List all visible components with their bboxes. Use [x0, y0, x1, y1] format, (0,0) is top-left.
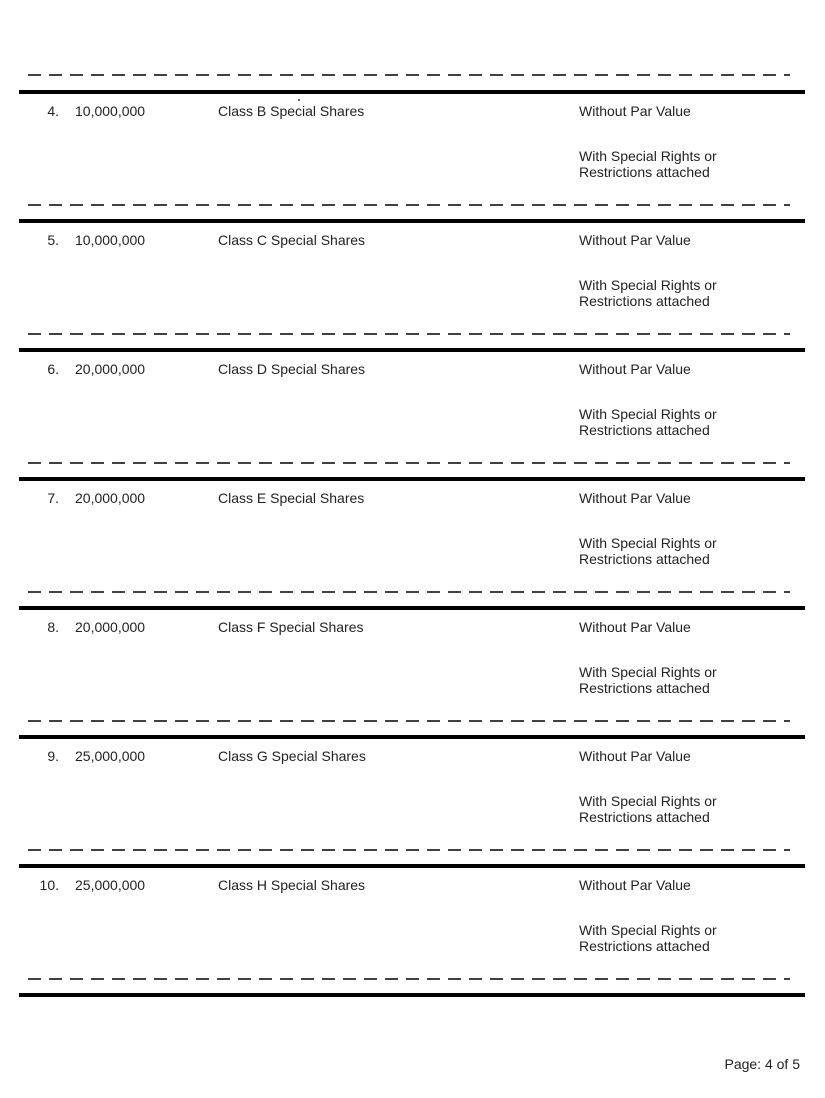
special-rights-line-1: With Special Rights or — [579, 148, 717, 164]
row-bottom-separator — [28, 720, 790, 722]
par-value-text: Without Par Value — [579, 877, 691, 893]
share-class-row — [0, 348, 825, 477]
special-rights-line-2: Restrictions attached — [579, 679, 710, 696]
special-rights-text — [579, 665, 717, 696]
par-value-text: Without Par Value — [579, 619, 691, 635]
special-rights-text — [579, 536, 717, 567]
special-rights-line-1: With Special Rights or — [579, 277, 717, 293]
special-rights-line-1: With Special Rights or — [579, 664, 717, 680]
row-bottom-separator — [28, 591, 790, 593]
page-number-label: Page: 4 of 5 — [724, 1056, 800, 1072]
share-class-name: Class B Special Shares — [218, 103, 365, 119]
row-top-border — [19, 348, 805, 352]
row-bottom-separator — [28, 978, 790, 980]
share-quantity: 25,000,000 — [75, 877, 146, 893]
row-number: 8. — [47, 619, 59, 635]
share-quantity: 20,000,000 — [75, 361, 146, 377]
table-closing-border — [19, 993, 805, 997]
share-quantity: 10,000,000 — [75, 103, 146, 119]
share-class-row — [0, 90, 825, 219]
row-top-border — [19, 606, 805, 610]
share-quantity: 20,000,000 — [75, 490, 146, 506]
row-top-border — [19, 864, 805, 868]
special-rights-line-2: Restrictions attached — [579, 808, 710, 825]
special-rights-line-2: Restrictions attached — [579, 421, 710, 438]
share-class-name: Class C Special Shares — [218, 232, 366, 248]
row-bottom-separator — [28, 333, 790, 335]
row-top-border — [19, 735, 805, 739]
row-number: 9. — [47, 748, 59, 764]
special-rights-line-2: Restrictions attached — [579, 163, 710, 180]
share-class-name: Class F Special Shares — [218, 619, 364, 635]
share-quantity: 25,000,000 — [75, 748, 146, 764]
row-bottom-separator — [28, 849, 790, 851]
share-class-row — [0, 477, 825, 606]
special-rights-text — [579, 923, 717, 954]
row-top-border — [19, 477, 805, 481]
special-rights-line-2: Restrictions attached — [579, 550, 710, 567]
special-rights-text — [579, 407, 717, 438]
row-number: 4. — [47, 103, 59, 119]
special-rights-line-1: With Special Rights or — [579, 535, 717, 551]
special-rights-line-2: Restrictions attached — [579, 937, 710, 954]
top-dashed-separator — [28, 74, 790, 76]
special-rights-line-1: With Special Rights or — [579, 406, 717, 422]
row-number: 7. — [47, 490, 59, 506]
share-class-name: Class H Special Shares — [218, 877, 366, 893]
special-rights-text — [579, 149, 717, 180]
row-top-border — [19, 219, 805, 223]
share-class-row — [0, 219, 825, 348]
share-quantity: 10,000,000 — [75, 232, 146, 248]
special-rights-line-1: With Special Rights or — [579, 793, 717, 809]
share-class-name: Class E Special Shares — [218, 490, 365, 506]
par-value-text: Without Par Value — [579, 103, 691, 119]
row-number: 10. — [39, 877, 59, 893]
row-number: 5. — [47, 232, 59, 248]
par-value-text: Without Par Value — [579, 748, 691, 764]
share-class-name: Class G Special Shares — [218, 748, 366, 764]
par-value-text: Without Par Value — [579, 361, 691, 377]
special-rights-text — [579, 794, 717, 825]
share-class-row — [0, 735, 825, 864]
special-rights-line-1: With Special Rights or — [579, 922, 717, 938]
special-rights-line-2: Restrictions attached — [579, 292, 710, 309]
share-class-name: Class D Special Shares — [218, 361, 366, 377]
row-top-border — [19, 90, 805, 94]
share-class-row — [0, 606, 825, 735]
row-bottom-separator — [28, 204, 790, 206]
par-value-text: Without Par Value — [579, 232, 691, 248]
row-number: 6. — [47, 361, 59, 377]
share-quantity: 20,000,000 — [75, 619, 146, 635]
row-bottom-separator — [28, 462, 790, 464]
share-class-row — [0, 864, 825, 993]
share-table — [0, 90, 825, 993]
special-rights-text — [579, 278, 717, 309]
par-value-text: Without Par Value — [579, 490, 691, 506]
